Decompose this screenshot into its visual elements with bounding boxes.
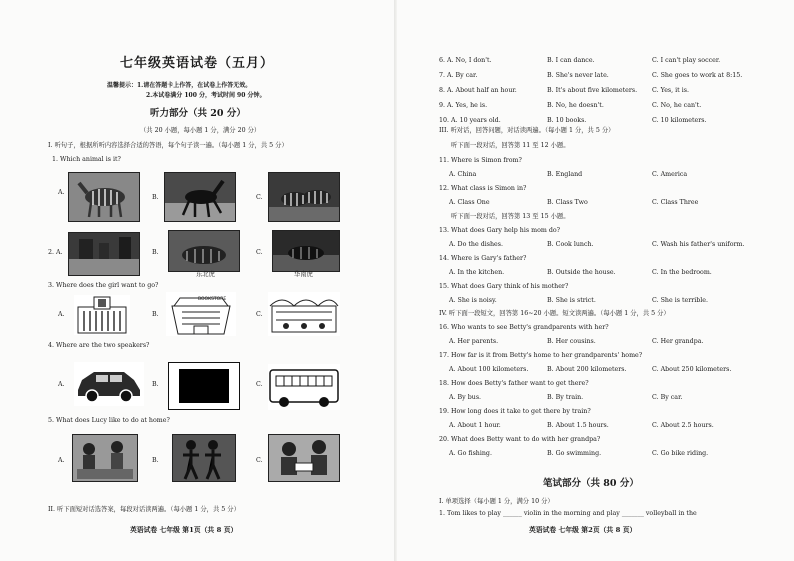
listening-section-title: 听力部分（共 20 分）: [150, 108, 246, 119]
question-4: 4. Where are the two speakers?: [48, 342, 150, 349]
part3-sub-1: 听下面一段对话，回答第 11 至 12 小题。: [451, 142, 570, 149]
q17-b: B. About 200 kilometers.: [547, 366, 627, 373]
q7-option-b: B. She's never late.: [547, 72, 609, 79]
q15-b: B. She is strict.: [547, 297, 596, 304]
q6-option-a: 6. A. No, I don't.: [439, 57, 492, 64]
q18-c: C. By car.: [652, 394, 683, 401]
q19-c: C. About 2.5 hours.: [652, 422, 714, 429]
q14-a: A. In the kitchen.: [449, 269, 505, 276]
part1-instruction: I. 听句子，根据所听内容选择合适的答语，每个句子读一遍。（每小题 1 分，共 5 分）: [48, 142, 288, 149]
q8-option-c: C. Yes, it is.: [652, 87, 689, 94]
cooking-image: [72, 434, 138, 482]
page-footer-1: 英语试卷 七年级 第1页（共 8 页）: [130, 526, 238, 534]
question-15: 15. What does Gary think of his mother?: [439, 283, 569, 290]
q8-option-a: 8. A. About half an hour.: [439, 87, 517, 94]
bookstore-sign: BOOKSTORE: [198, 297, 227, 302]
q20-b: B. Go swimming.: [547, 450, 602, 457]
tiger-label-b: 东北虎: [196, 271, 215, 278]
q17-a: A. About 100 kilometers.: [449, 366, 529, 373]
q11-a: A. China: [449, 171, 477, 178]
q20-a: A. Go fishing.: [449, 450, 492, 457]
exam-tips-2: 2.本试卷满分 100 分，考试时间 90 分钟。: [146, 92, 266, 99]
q15-a: A. She is noisy.: [449, 297, 497, 304]
horse-image: [164, 172, 236, 222]
part2-instruction: II. 听下面短对话选答案，每段对话读两遍。（每小题 1 分，共 5 分）: [48, 506, 240, 513]
q4-option-a-label: A.: [58, 381, 65, 388]
q11-b: B. England: [547, 171, 583, 178]
question-13: 13. What does Gary help his mom do?: [439, 227, 561, 234]
question-20: 20. What does Betty want to do with her grandpa?: [439, 436, 601, 443]
question-1: 1. Which animal is it?: [52, 156, 121, 163]
q14-b: B. Outside the house.: [547, 269, 616, 276]
question-18: 18. How does Betty's father want to get there?: [439, 380, 589, 387]
part3-instruction: III. 听对话，回答问题，对话读两遍。（每小题 1 分，共 5 分）: [439, 127, 615, 134]
question-11: 11. Where is Simon from?: [439, 157, 522, 164]
q13-b: B. Cook lunch.: [547, 241, 594, 248]
tiger-image-a: [68, 232, 140, 276]
q16-c: C. Her grandpa.: [652, 338, 704, 345]
q2-option-b-label: B.: [152, 249, 159, 256]
q19-b: B. About 1.5 hours.: [547, 422, 609, 429]
tiger-image-c: [272, 230, 340, 272]
q10-option-c: C. 10 kilometers.: [652, 117, 707, 124]
q7-option-c: C. She goes to work at 8:15.: [652, 72, 743, 79]
q5-option-a-label: A.: [58, 457, 65, 464]
q1-option-a-label: A.: [58, 189, 65, 196]
page-footer-2: 英语试卷 七年级 第2页（共 8 页）: [529, 526, 637, 534]
shop-image: [268, 292, 340, 336]
q14-c: C. In the bedroom.: [652, 269, 712, 276]
q3-option-b-label: B.: [152, 311, 159, 318]
q18-a: A. By bus.: [449, 394, 482, 401]
q3-option-c-label: C.: [256, 311, 263, 318]
q12-c: C. Class Three: [652, 199, 699, 206]
exam-title: 七年级英语试卷（五月）: [120, 56, 275, 71]
q6-option-b: B. I can dance.: [547, 57, 595, 64]
question-12: 12. What class is Simon in?: [439, 185, 527, 192]
building-image: [74, 295, 130, 335]
exam-tips: 温馨提示：1.请在答题卡上作答，在试卷上作答无效。: [107, 82, 252, 89]
question-3: 3. Where does the girl want to go?: [48, 282, 159, 289]
dancing-image: [172, 434, 236, 482]
part4-instruction: IV. 听下面一段短文，回答第 16~20 小题。短文读两遍。（每小题 1 分，共 5 分）: [439, 310, 670, 317]
written-section-title: 笔试部分（共 80 分）: [543, 478, 639, 489]
question-14: 14. Where is Gary's father?: [439, 255, 527, 262]
bus-image: [268, 364, 340, 410]
question-16: 16. Who wants to see Betty's grandparents with her?: [439, 324, 609, 331]
tiger-label-c: 华南虎: [294, 271, 313, 278]
elevator-image: [168, 362, 240, 410]
q17-c: C. About 250 kilometers.: [652, 366, 732, 373]
written-question-1: 1. Tom likes to play ______ violin in the morning and play _______ volleyball in the: [439, 510, 697, 517]
listening-note: （共 20 小题，每小题 1 分，满分 20 分）: [140, 127, 261, 134]
q9-option-a: 9. A. Yes, he is.: [439, 102, 488, 109]
page-2: [397, 0, 794, 561]
q13-c: C. Wash his father's uniform.: [652, 241, 745, 248]
part-i-instruction: I. 单项选择（每小题 1 分，满分 10 分）: [439, 498, 554, 505]
q12-b: B. Class Two: [547, 199, 588, 206]
q7-option-a: 7. A. By car.: [439, 72, 478, 79]
question-19: 19. How long does it take to get there by train?: [439, 408, 591, 415]
reading-image: [268, 434, 340, 482]
q4-option-b-label: B.: [152, 381, 159, 388]
q19-a: A. About 1 hour.: [449, 422, 501, 429]
q9-option-c: C. No, he can't.: [652, 102, 702, 109]
question-2: 2. A.: [48, 249, 63, 256]
q18-b: B. By train.: [547, 394, 584, 401]
part3-sub-2: 听下面一段对话，回答第 13 至 15 小题。: [451, 213, 570, 220]
q5-option-b-label: B.: [152, 457, 159, 464]
q13-a: A. Do the dishes.: [449, 241, 503, 248]
q2-option-c-label: C.: [256, 249, 263, 256]
zebras-image: [268, 172, 340, 222]
q10-option-b: B. 10 books.: [547, 117, 587, 124]
q10-option-a: 10. A. 10 years old.: [439, 117, 501, 124]
q11-c: C. America: [652, 171, 688, 178]
q15-c: C. She is terrible.: [652, 297, 709, 304]
q20-c: C. Go bike riding.: [652, 450, 709, 457]
q9-option-b: B. No, he doesn't.: [547, 102, 604, 109]
q12-a: A. Class One: [449, 199, 490, 206]
question-17: 17. How far is it from Betty's home to her grandparents' home?: [439, 352, 643, 359]
q4-option-c-label: C.: [256, 381, 263, 388]
zebra-image: [68, 172, 140, 222]
q16-a: A. Her parents.: [449, 338, 499, 345]
car-image: [74, 362, 144, 406]
q1-option-c-label: C.: [256, 194, 263, 201]
q5-option-c-label: C.: [256, 457, 263, 464]
tiger-image-b: [168, 230, 240, 272]
q1-option-b-label: B.: [152, 194, 159, 201]
q3-option-a-label: A.: [58, 311, 65, 318]
q8-option-b: B. It's about five kilometers.: [547, 87, 638, 94]
question-5: 5. What does Lucy like to do at home?: [48, 417, 170, 424]
q6-option-c: C. I can't play soccer.: [652, 57, 721, 64]
q16-b: B. Her cousins.: [547, 338, 596, 345]
